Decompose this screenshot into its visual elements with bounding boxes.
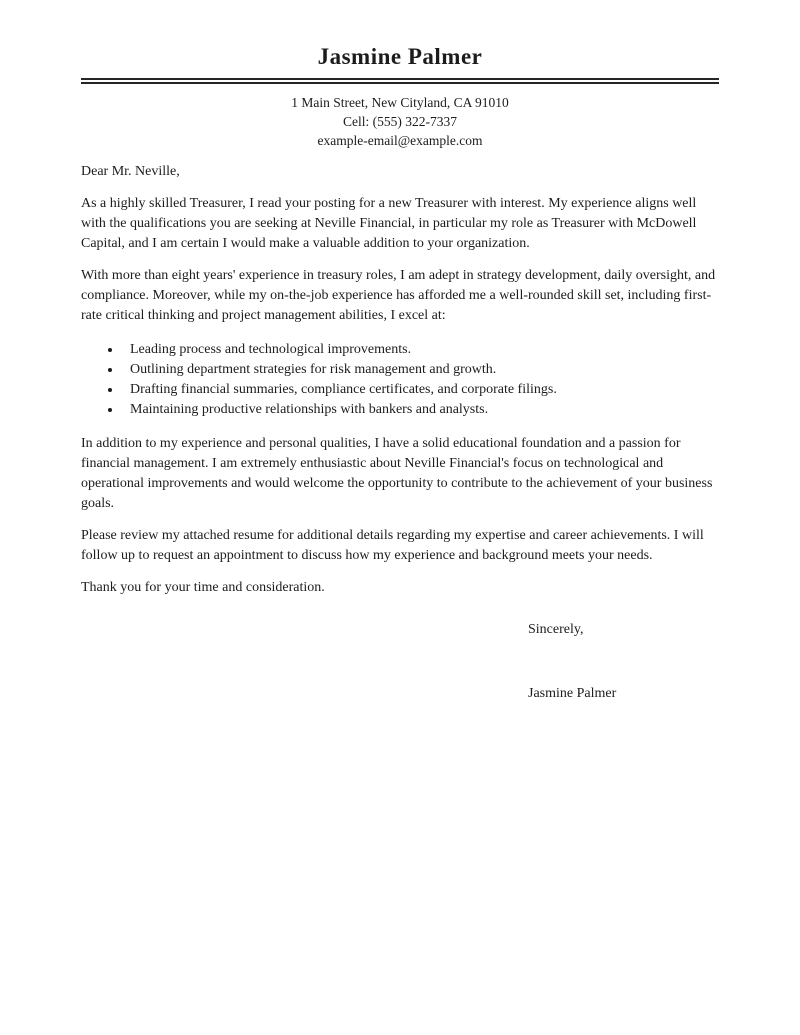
contact-email: example-email@example.com <box>317 133 483 148</box>
closing-valediction: Sincerely, <box>528 622 584 637</box>
list-item: • Leading process and technological improvements. <box>122 340 719 360</box>
skills-list <box>81 340 719 420</box>
header-divider <box>81 78 719 84</box>
salutation: Dear Mr. Neville, <box>81 164 180 179</box>
contact-block <box>81 93 719 150</box>
letter-body <box>81 162 719 704</box>
contact-address: 1 Main Street, New Cityland, CA 91010 <box>291 95 509 110</box>
page-title: Jasmine Palmer <box>317 44 483 69</box>
paragraph-thanks: Thank you for your time and consideration. <box>81 580 325 595</box>
list-item: • Maintaining productive relationships with bankers and analysts. <box>122 400 719 420</box>
paragraph-resume-reference: Please review my attached resume for additional details regarding my expertise and career achievements. I will follow up to request an appointment to discuss how my experience and background meets your needs. <box>81 528 704 563</box>
signature-name: Jasmine Palmer <box>528 686 617 701</box>
contact-phone: Cell: (555) 322-7337 <box>343 114 457 129</box>
paragraph-experience: With more than eight years' experience in treasury roles, I am adept in strategy development, daily oversight, and compliance. Moreover, while my on-the-job experience has afforded me a well-rounded skill set, including first-rate critical thinking and project management abilities, I excel at: <box>81 268 716 323</box>
list-item: • Drafting financial summaries, compliance certificates, and corporate filings. <box>122 380 719 400</box>
letter-header <box>81 42 719 150</box>
list-item: • Outlining department strategies for risk management and growth. <box>122 360 719 380</box>
closing-block <box>528 620 719 704</box>
paragraph-qualifications: In addition to my experience and personal qualities, I have a solid educational foundation and a passion for financial management. I am extremely enthusiastic about Neville Financial's focus on technological and operational improvements and would welcome the opportunity to contribute to the achievement of your business goals. <box>81 436 713 511</box>
paragraph-introduction: As a highly skilled Treasurer, I read your posting for a new Treasurer with interest. My experience aligns well with the qualifications you are seeking at Neville Financial, in particular my role as Treasurer with McDowell Capital, and I am certain I would make a valuable addition to your organization. <box>81 196 697 251</box>
